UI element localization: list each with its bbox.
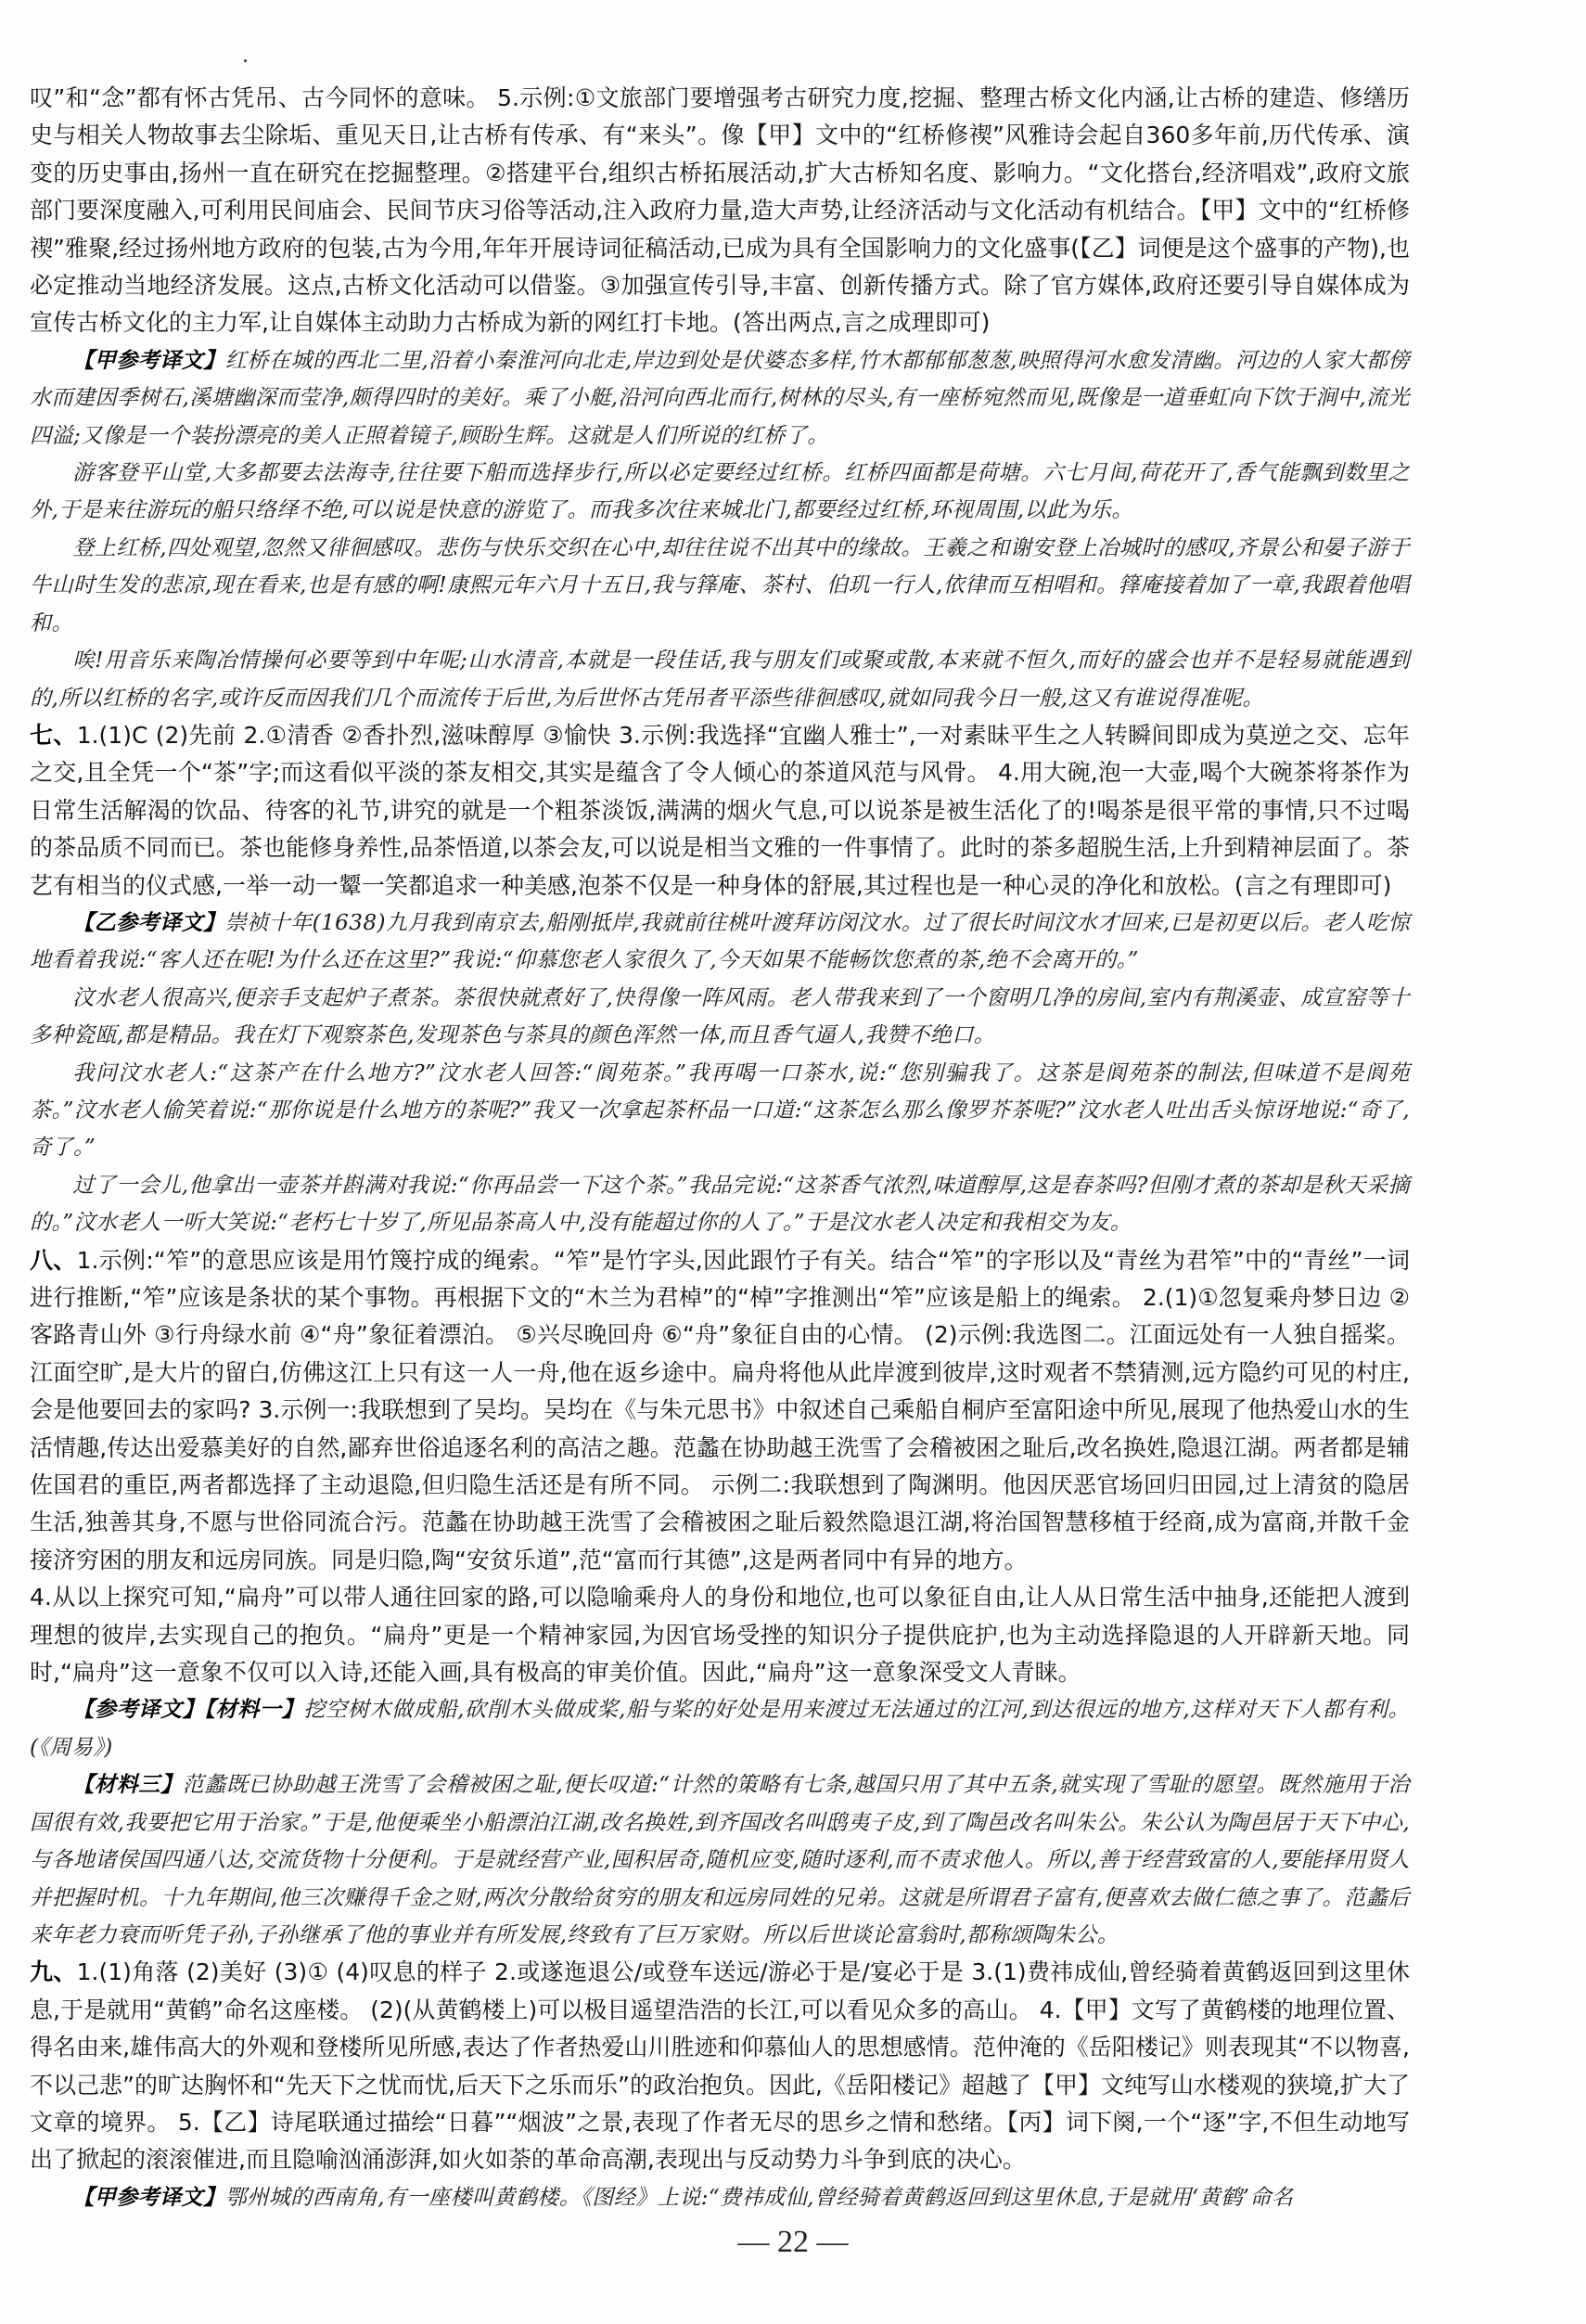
section-label: 【乙参考译文】 [72,909,225,935]
page-number: — 22 — [737,2225,849,2259]
paragraph-text: 1.示例:“笮”的意思应该是用竹篾拧成的绳索。“笮”是竹字头,因此跟竹子有关。结合“笮”的字形以及“青丝为君笮”中的“青丝”一词进行推断,“笮”应该是条状的某个事物。再根据下文的“木兰为君棹”的“棹”字推测出“笮”应该是船上的绳索。 2.(1)①忽复乘舟梦日边 ②客路青山外 ③行舟绿水前 ④“舟”象征着漂泊。 ⑤兴尽晚回舟 ⑥“舟”象征自由的心情。 (2)示例:我选图二。江面远处有一人独自摇桨。江面空旷,是大片的留白,仿佛这江上只有这一人一舟,他在返乡途中。扁舟将他从此岸渡到彼岸,这时观者不禁猜测,远方隐约可见的村庄,会是他要回去的家吗? 3.示例一:我联想到了吴均。吴均在《与朱元思书》中叙述自己乘船自桐庐至富阳途中所见,展现了他热爱山水的生活情趣,传达出爱慕美好的自然,鄙弃世俗追逐名利的高洁之趣。范蠡在协助越王洗雪了会稽被困之耻后,改名换姓,隐退江湖。两者都是辅佐国君的重臣,两者都选择了主动退隐,但归隐生活还是有所不同。 示例二:我联想到了陶渊明。他因厌恶官场回归田园,过上清贫的隐居生活,独善其身,不愿与世俗同流合污。范蠡在协助越王洗雪了会稽被困之耻后毅然隐退江湖,将治国智慧移植于经商,成为富商,并散千金接济穷困的朋友和远房同族。同是归隐,陶“安贫乐道”,范“富而行其德”,这是两者同中有异的地方。 [30,1246,1410,1573]
paragraph-text: 1.(1)C (2)先前 2.①清香 ②香扑烈,滋味醇厚 ③愉快 3.示例:我选择“宜幽人雅士”,一对素昧平生之人转瞬间即成为莫逆之交、忘年之交,且全凭一个“茶”字;而这看似平淡的茶友相交,其实是蕴含了令人倾心的茶道风范与风骨。 4.用大碗,泡一大壶,喝个大碗茶将茶作为日常生活解渴的饮品、待客的礼节,讲究的就是一个粗茶淡饭,满满的烟火气息,可以说茶是被生活化了的!喝茶是很平常的事情,只不过喝的茶品质不同而已。茶也能修身养性,品茶悟道,以茶会友,可以说是相当文雅的一件事情了。此时的茶多超脱生活,上升到精神层面了。茶艺有相当的仪式感,一举一动一颦一笑都追求一种美感,泡茶不仅是一种身体的舒展,其过程也是一种心灵的净化和放松。(言之有理即可) [30,721,1410,899]
paragraph-text: 过了一会儿,他拿出一壶茶并斟满对我说:“你再品尝一下这个茶。”我品完说:“这茶香气浓烈,味道醇厚,这是春茶吗?但刚才煮的茶却是秋天采摘的。”汶水老人一听大笑说:“老朽七十岁了,所见品茶高人中,没有能超过你的人了。”于是汶水老人决定和我相交为友。 [30,1173,1410,1236]
paragraph-text: 挖空树木做成船,砍削木头做成桨,船与桨的好处是用来渡过无法通过的江河,到达很远的地方,这样对天下人都有利。(《周易》) [30,1698,1411,1760]
paragraph [30,1579,1410,1691]
paragraph [30,1242,1410,1580]
paragraph [30,980,1410,1055]
paragraph-text: 我问汶水老人:“这茶产在什么地方?”汶水老人回答:“阆苑茶。”我再喝一口茶水,说:“您别骗我了。这茶是阆苑茶的制法,但味道不是阆苑茶。”汶水老人偷笑着说:“那你说是什么地方的茶呢?”我又一次拿起茶杯品一口道:“这茶怎么那么像罗芥茶呢?”汶水老人吐出舌头惊讶地说:“奇了,奇了。” [30,1060,1410,1161]
paragraph [30,342,1410,455]
section-label: 【参考译文】【材料一】 [72,1697,304,1723]
paragraph [30,717,1410,905]
paragraph-text: 鄂州城的西南角,有一座楼叫黄鹤楼。《图经》上说:“费祎成仙,曾经骑着黄鹤返回到这里休息,于是就用‘黄鹤’命名 [224,2185,1294,2210]
paragraph-text: 范蠡既已协助越王洗雪了会稽被困之耻,便长叹道:“计然的策略有七条,越国只用了其中五条,就实现了雪耻的愿望。既然施用于治国很有效,我要把它用于治家。”于是,他便乘坐小船漂泊江湖,改名换姓,到齐国改名叫鸱夷子皮,到了陶邑改名叫朱公。朱公认为陶邑居于天下中心,与各地诸侯国四通八达,交流货物十分便利。于是就经营产业,囤积居奇,随机应变,随时逐利,而不责求他人。所以,善于经营致富的人,要能择用贤人并把握时机。十九年期间,他三次赚得千金之财,两次分散给贫穷的朋友和远房同姓的兄弟。这就是所谓君子富有,便喜欢去做仁德之事了。范蠡后来年老力衰而听凭子孙,子孙继承了他的事业并有所发展,终致有了巨万家财。所以后世谈论富翁时,都称颂陶朱公。 [30,1773,1410,1947]
paragraph-text: 汶水老人很高兴,便亲手支起炉子煮茶。茶很快就煮好了,快得像一阵风雨。老人带我来到了一个窗明几净的房间,室内有荆溪壶、成宣窑等十多种瓷瓯,都是精品。我在灯下观察茶色,发现茶色与茶具的颜色浑然一体,而且香气逼人,我赞不绝口。 [30,985,1410,1048]
paragraph [30,2179,1410,2216]
paragraph [30,455,1410,530]
paragraph [30,530,1410,642]
section-label: 【甲参考译文】 [72,2184,225,2210]
section-label: 【材料三】 [72,1772,183,1798]
paragraph [30,80,1410,342]
paragraph [30,1954,1410,2178]
paragraph-text: 唉!用音乐来陶冶情操何必要等到中年呢;山水清音,本就是一段佳话,我与朋友们或聚或散,本来就不恒久,而好的盛会也并不是轻易就能遇到的,所以红桥的名字,或许反而因我们几个而流传于后世,为后世怀古凭吊者平添些徘徊感叹,就如同我今日一般,这又有谁说得准呢。 [30,648,1410,711]
paragraph-text: 4.从以上探究可知,“扁舟”可以带人通往回家的路,可以隐喻乘舟人的身份和地位,也可以象征自由,让人从日常生活中抽身,还能把人渡到理想的彼岸,去实现自己的抱负。“扁舟”更是一个精神家园,为因官场受挫的知识分子提供庇护,也为主动选择隐退的人开辟新天地。同时,“扁舟”这一意象不仅可以入诗,还能入画,具有极高的审美价值。因此,“扁舟”这一意象深受文人青睐。 [30,1584,1410,1687]
paragraph-text: 登上红桥,四处观望,忽然又徘徊感叹。悲伤与快乐交织在心中,却往往说不出其中的缘故。王羲之和谢安登上冶城时的感叹,齐景公和晏子游于牛山时生发的悲凉,现在看来,也是有感的啊!康熙元年六月十五日,我与箨庵、茶村、伯玑一行人,依律而互相唱和。箨庵接着加了一章,我跟着他唱和。 [30,535,1410,636]
speck [244,59,247,62]
section-label: 七、 [30,721,77,749]
paragraph [30,1055,1410,1167]
paragraph-text: 红桥在城的西北二里,沿着小秦淮河向北走,岸边到处是伏婆态多样,竹木都郁郁葱葱,映照得河水愈发清幽。河边的人家大都傍水而建因季树石,溪塘幽深而莹净,颇得四时的美好。乘了小艇,沿河向西北而行,树林的尽头,有一座桥宛然而见,既像是一道垂虹向下饮于涧中,流光四溢;又像是一个装扮漂亮的美人正照着镜子,顾盼生辉。这就是人们所说的红桥了。 [30,348,1410,448]
paragraph-text: 叹”和“念”都有怀古凭吊、古今同怀的意味。 5.示例:①文旅部门要增强考古研究力度,挖掘、整理古桥文化内涵,让古桥的建造、修缮历史与相关人物故事去尘除垢、重见天日,让古桥有传承、有“来头”。像【甲】文中的“红桥修禊”风雅诗会起自360多年前,历代传承、演变的历史事由,扬州一直在研究在挖掘整理。②搭建平台,组织古桥拓展活动,扩大古桥知名度、影响力。“文化搭台,经济唱戏”,政府文旅部门要深度融入,可利用民间庙会、民间节庆习俗等活动,注入政府力量,造大声势,让经济活动与文化活动有机结合。【甲】文中的“红桥修禊”雅聚,经过扬州地方政府的包装,古为今用,年年开展诗词征稿活动,已成为具有全国影响力的文化盛事(【乙】词便是这个盛事的产物),也必定推动当地经济发展。这点,古桥文化活动可以借鉴。③加强宣传引导,丰富、创新传播方式。除了官方媒体,政府还要引导自媒体成为宣传古桥文化的主力军,让自媒体主动助力古桥成为新的网红打卡地。(答出两点,言之成理即可) [30,84,1410,337]
paragraph [30,905,1410,980]
section-label: 八、 [30,1246,77,1274]
paragraph [30,642,1410,717]
paragraph-text: 1.(1)角落 (2)美好 (3)① (4)叹息的样子 2.或遂迤退公/或登车送远/游必于是/宴必于是 3.(1)费祎成仙,曾经骑着黄鹤返回到这里休息,于是就用“黄鹤”命名这座楼。 (2)(从黄鹤楼上)可以极目遥望浩浩的长江,可以看见众多的高山。 4.【甲】文写了黄鹤楼的地理位置、得名由来,雄伟高大的外观和登楼所见所感,表达了作者热爱山川胜迹和仰慕仙人的思想感情。范仲淹的《岳阳楼记》则表现其“不以物喜,不以己悲”的旷达胸怀和“先天下之忧而忧,后天下之乐而乐”的政治抱负。因此,《岳阳楼记》超越了【甲】文纯写山水楼观的狭境,扩大了文章的境界。 5.【乙】诗尾联通过描绘“日暮”“烟波”之景,表现了作者无尽的思乡之情和愁绪。【丙】词下阕,一个“逐”字,不但生动地写出了掀起的滚滚催进,而且隐喻汹涌澎湃,如火如荼的革命高潮,表现出与反动势力斗争到底的决心。 [30,1958,1410,2174]
paragraph-text: 游客登平山堂,大多都要去法海寺,往往要下船而选择步行,所以必定要经过红桥。红桥四面都是荷塘。六七月间,荷花开了,香气能飘到数里之外,于是来往游玩的船只络绎不绝,可以说是快意的游览了。而我多次往来城北门,都要经过红桥,环视周围,以此为乐。 [30,461,1410,523]
paragraph [30,1167,1410,1242]
section-label: 【甲参考译文】 [72,347,225,373]
paragraph [30,1691,1410,1766]
answer-key-body [30,80,1410,2216]
paragraph [30,1766,1410,1954]
paragraph-text: 崇祯十年(1638)九月我到南京去,船刚抵岸,我就前往桃叶渡拜访闵汶水。过了很长时间汶水才回来,已是初更以后。老人吃惊地看着我说:“客人还在呢!为什么还在这里?”我说:“仰慕您老人家很久了,今天如果不能畅饮您煮的茶,绝不会离开的。” [30,910,1410,973]
section-label: 九、 [30,1958,77,1986]
